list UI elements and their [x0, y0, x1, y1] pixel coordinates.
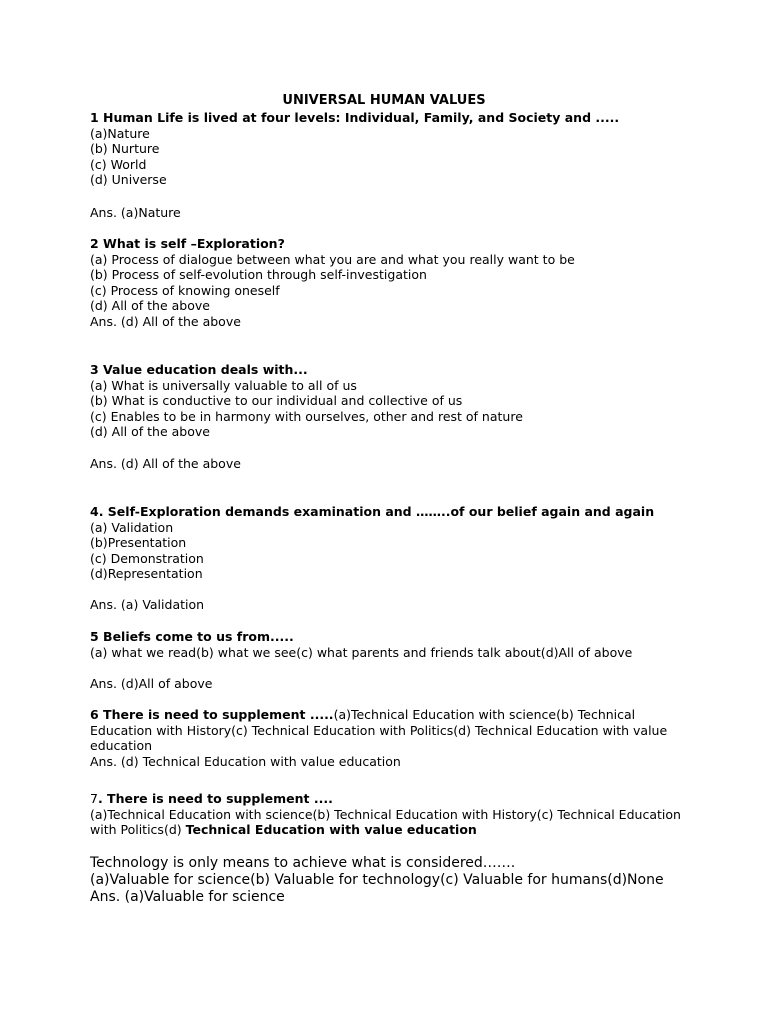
question-5-options: (a) what we read(b) what we see(c) what parents and friends talk about(d)All of above	[90, 644, 633, 660]
question-8	[90, 855, 690, 906]
question-2	[90, 236, 690, 330]
answer-6-text: Ans. (d) Technical Education with value education	[90, 753, 401, 769]
answer-2-text: Ans. (d) All of the above	[90, 313, 241, 329]
document-title: UNIVERSAL HUMAN VALUES	[282, 93, 486, 108]
answer-3	[90, 456, 690, 472]
question-1	[90, 110, 690, 188]
question-1-text: 1 Human Life is lived at four levels: Individual, Family, and Society and .....	[90, 110, 620, 125]
question-1-option-d: (d) Universe	[90, 172, 167, 188]
question-6-paragraph	[90, 707, 690, 754]
question-6-options: (a)Technical Education with science(b) Technical Education with History(c) Technical Education with Politics(d) Technical Education with value education	[90, 707, 668, 754]
answer-1	[90, 205, 690, 221]
question-8-options: (a)Valuable for science(b) Valuable for technology(c) Valuable for humans(d)None	[90, 872, 664, 888]
question-3-option-c: (c) Enables to be in harmony with ourselves, other and rest of nature	[90, 408, 523, 424]
question-1-option-a: (a)Nature	[90, 125, 150, 141]
question-5-text: 5 Beliefs come to us from.....	[90, 629, 294, 644]
question-2-option-c: (c) Process of knowing oneself	[90, 282, 280, 298]
question-3-option-a: (a) What is universally valuable to all of us	[90, 377, 357, 393]
question-4	[90, 504, 690, 582]
answer-4-text: Ans. (a) Validation	[90, 597, 205, 612]
question-2-option-d: (d) All of the above	[90, 298, 210, 314]
question-6	[90, 707, 690, 769]
question-3-option-d: (d) All of the above	[90, 424, 210, 440]
question-6-text: 6 There is need to supplement .....	[90, 707, 334, 722]
question-4-option-c: (c) Demonstration	[90, 550, 204, 566]
answer-1-text: Ans. (a)Nature	[90, 205, 181, 220]
question-7-number: 7	[90, 791, 98, 806]
question-7-options: (a)Technical Education with science(b) Technical Education with History(c) Technical Education with Politics(d)	[90, 806, 681, 838]
question-7	[90, 791, 690, 838]
answer-8-text: Ans. (a)Valuable for science	[90, 889, 285, 905]
question-3	[90, 362, 690, 440]
question-4-text: 4. Self-Exploration demands examination and ……..of our belief again and again	[90, 504, 655, 519]
question-1-option-c: (c) World	[90, 156, 147, 172]
question-2-option-b: (b) Process of self-evolution through self-investigation	[90, 267, 427, 283]
question-7-text: . There is need to supplement ....	[97, 791, 333, 806]
question-7-paragraph	[90, 807, 690, 838]
question-8-text: Technology is only means to achieve what is considered…….	[90, 855, 516, 871]
answer-4	[90, 597, 690, 613]
question-5	[90, 629, 690, 660]
question-2-option-a: (a) Process of dialogue between what you are and what you really want to be	[90, 251, 575, 267]
question-7-answer-option: Technical Education with value education	[185, 822, 477, 838]
question-4-option-d: (d)Representation	[90, 566, 203, 582]
answer-3-text: Ans. (d) All of the above	[90, 456, 241, 471]
question-3-option-b: (b) What is conductive to our individual and collective of us	[90, 393, 463, 409]
question-7-heading	[90, 791, 690, 807]
answer-5-text: Ans. (d)All of above	[90, 676, 213, 691]
question-4-option-a: (a) Validation	[90, 519, 174, 535]
answer-5	[90, 676, 690, 692]
question-3-text: 3 Value education deals with...	[90, 362, 308, 377]
question-2-text: 2 What is self –Exploration?	[90, 236, 285, 251]
question-4-option-b: (b)Presentation	[90, 535, 187, 551]
question-1-option-b: (b) Nurture	[90, 141, 160, 157]
